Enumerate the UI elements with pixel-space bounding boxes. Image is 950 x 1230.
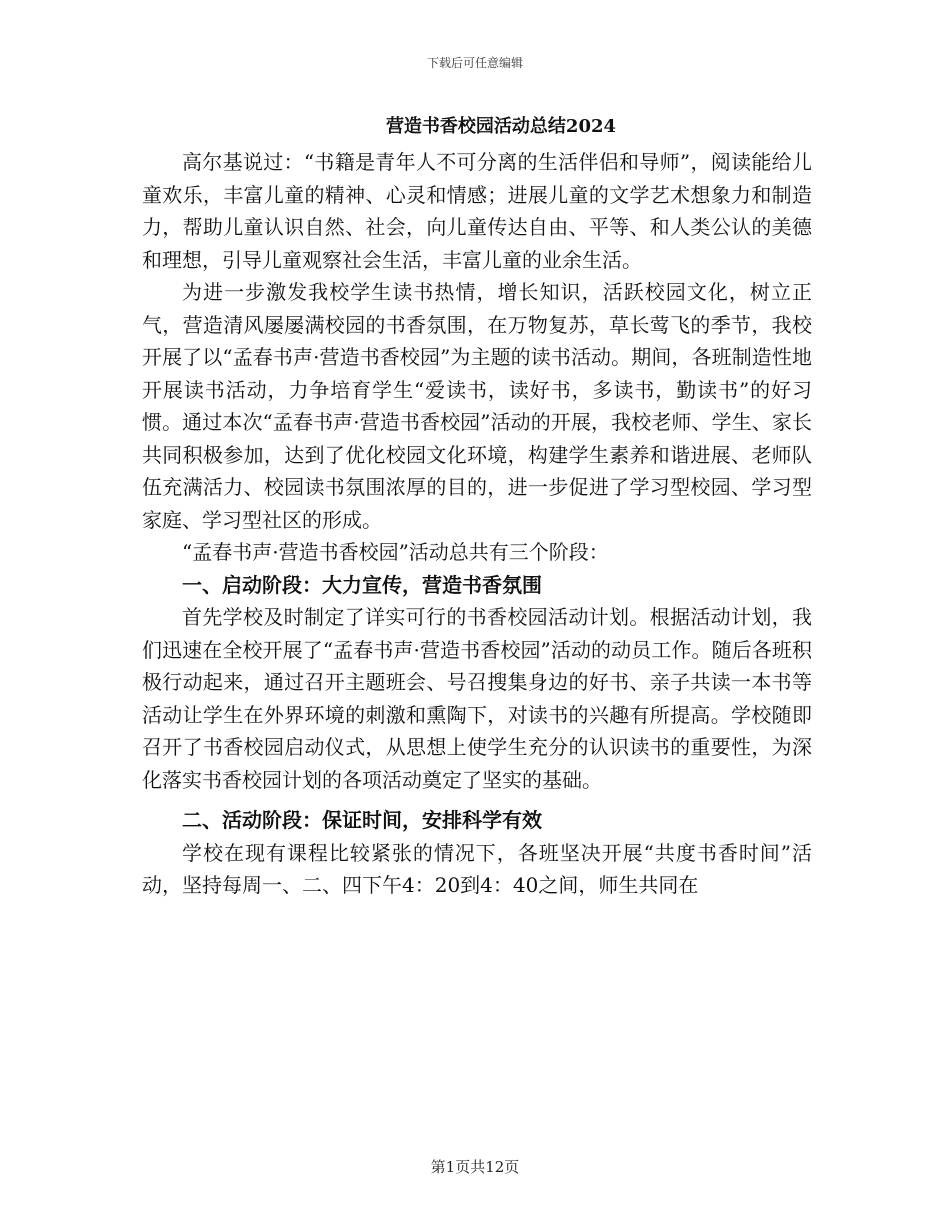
header-note: 下载后可任意编辑	[426, 56, 523, 70]
section-heading-launch: 一、启动阶段：大力宣传，营造书香氛围	[182, 572, 542, 597]
paragraph-launch: 首先学校及时制定了详实可行的书香校园活动计划。根据活动计划，我们迅速在全校开展了“孟春书声·营造书香校园”活动的动员工作。随后各班积极行动起来，通过召开主题班会、号召搜集身边的好书、亲子共读一本书等活动让学生在外界环境的刺激和熏陶下，对读书的兴趣有所提高。学校随即召开了书香校园启动仪式，从思想上使学生充分的认识读书的重要性，为深化落实书香校园计划的各项活动奠定了坚实的基础。	[142, 605, 812, 792]
paragraph-intro: 高尔基说过：“书籍是青年人不可分离的生活伴侣和导师”，阅读能给儿童欢乐，丰富儿童的精神、心灵和情感；进展儿童的文学艺术想象力和制造力，帮助儿童认识自然、社会，向儿童传达自由、平等、和人类公认的美德和理想，引导儿童观察社会生活，丰富儿童的业余生活。	[142, 150, 812, 272]
paragraph-activity: 学校在现有课程比较紧张的情况下，各班坚决开展“共度书香时间”活动，坚持每周一、二、四下午4：20到4：40之间，师生共同在	[142, 840, 812, 897]
document-title: 营造书香校园活动总结2024	[385, 116, 617, 137]
paragraph-stages-overview: “孟春书声·营造书香校园”活动总共有三个阶段：	[182, 540, 609, 564]
page-footer: 第1页共12页	[430, 1158, 520, 1176]
paragraph-purpose: 为进一步激发我校学生读书热情，增长知识，活跃校园文化，树立正气，营造清风屡屡满校园的书香氛围，在万物复苏，草长莺飞的季节，我校开展了以“孟春书声·营造书香校园”为主题的读书活动。期间，各班制造性地开展读书活动，力争培育学生“爱读书，读好书，多读书，勤读书”的好习惯。通过本次“孟春书声·营造书香校园”活动的开展，我校老师、学生、家长共同积极参加，达到了优化校园文化环境，构建学生素养和谐进展、老师队伍充满活力、校园读书氛围浓厚的目的，进一步促进了学习型校园、学习型家庭、学习型社区的形成。	[142, 280, 812, 532]
document-body	[142, 112, 812, 902]
section-heading-activity: 二、活动阶段：保证时间，安排科学有效	[182, 808, 542, 832]
